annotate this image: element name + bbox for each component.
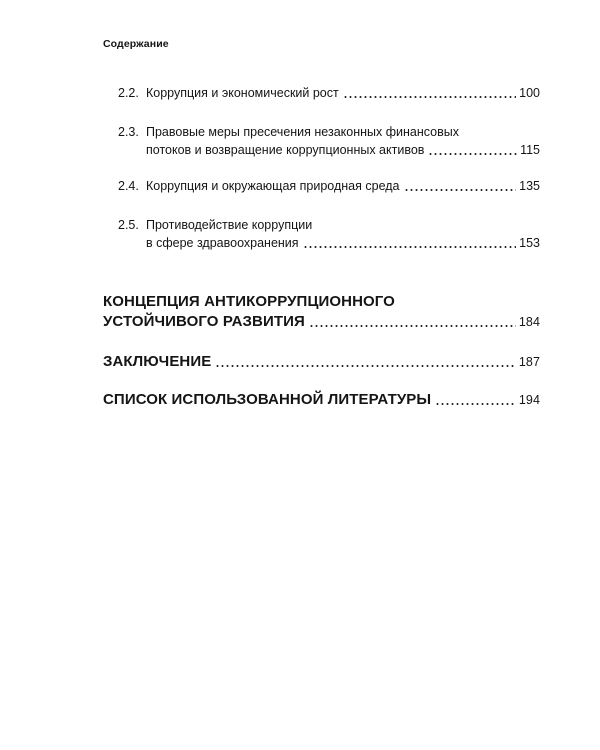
toc-chapter-conclusion[interactable] <box>103 352 540 372</box>
toc-entry-2-3[interactable] <box>118 123 540 159</box>
dot-leader <box>303 246 517 248</box>
running-header: Содержание <box>103 38 169 50</box>
dot-leader <box>343 96 516 98</box>
toc-entry-title: Противодействие коррупции <box>146 218 313 232</box>
toc-entry-2-2[interactable] <box>118 84 540 102</box>
toc-chapter-page: 187 <box>518 355 540 369</box>
toc-chapter-title: КОНЦЕПЦИЯ АНТИКОРРУПЦИОННОГО <box>103 293 395 310</box>
dot-leader <box>215 365 516 367</box>
toc-chapter-title: СПИСОК ИСПОЛЬЗОВАННОЙ ЛИТЕРАТУРЫ <box>103 391 432 408</box>
dot-leader <box>435 403 516 405</box>
toc-entry-title-continued: в сфере здравоохранения <box>146 236 299 250</box>
toc-entry-number: 2.3. <box>118 125 139 139</box>
dot-leader <box>404 189 517 191</box>
toc-entry-number: 2.5. <box>118 218 139 232</box>
toc-entry-page: 135 <box>519 179 540 193</box>
toc-chapter-page: 194 <box>518 393 540 407</box>
dot-leader <box>309 325 516 327</box>
toc-chapter-title: ЗАКЛЮЧЕНИЕ <box>103 353 212 370</box>
toc-entry-page: 115 <box>520 143 540 157</box>
toc-chapter-page: 184 <box>518 315 540 329</box>
toc-entry-title: Коррупция и экономический рост <box>146 86 339 100</box>
toc-entry-page: 100 <box>519 86 540 100</box>
dot-leader <box>428 153 517 155</box>
toc-entry-number: 2.2. <box>118 86 139 100</box>
toc-entry-title: Коррупция и окружающая природная среда <box>146 179 400 193</box>
toc-chapter-title-continued: УСТОЙЧИВОГО РАЗВИТИЯ <box>103 313 305 330</box>
toc-entry-title-continued: потоков и возвращение коррупционных активов <box>146 143 425 157</box>
toc-entry-2-4[interactable] <box>118 177 540 195</box>
toc-chapter-concept[interactable] <box>103 292 540 332</box>
toc-entry-title: Правовые меры пресечения незаконных финансовых <box>146 125 459 139</box>
toc-entry-page: 153 <box>519 236 540 250</box>
toc-chapter-bibliography[interactable] <box>103 390 540 410</box>
toc-entry-number: 2.4. <box>118 179 139 193</box>
toc-entry-2-5[interactable] <box>118 216 540 252</box>
